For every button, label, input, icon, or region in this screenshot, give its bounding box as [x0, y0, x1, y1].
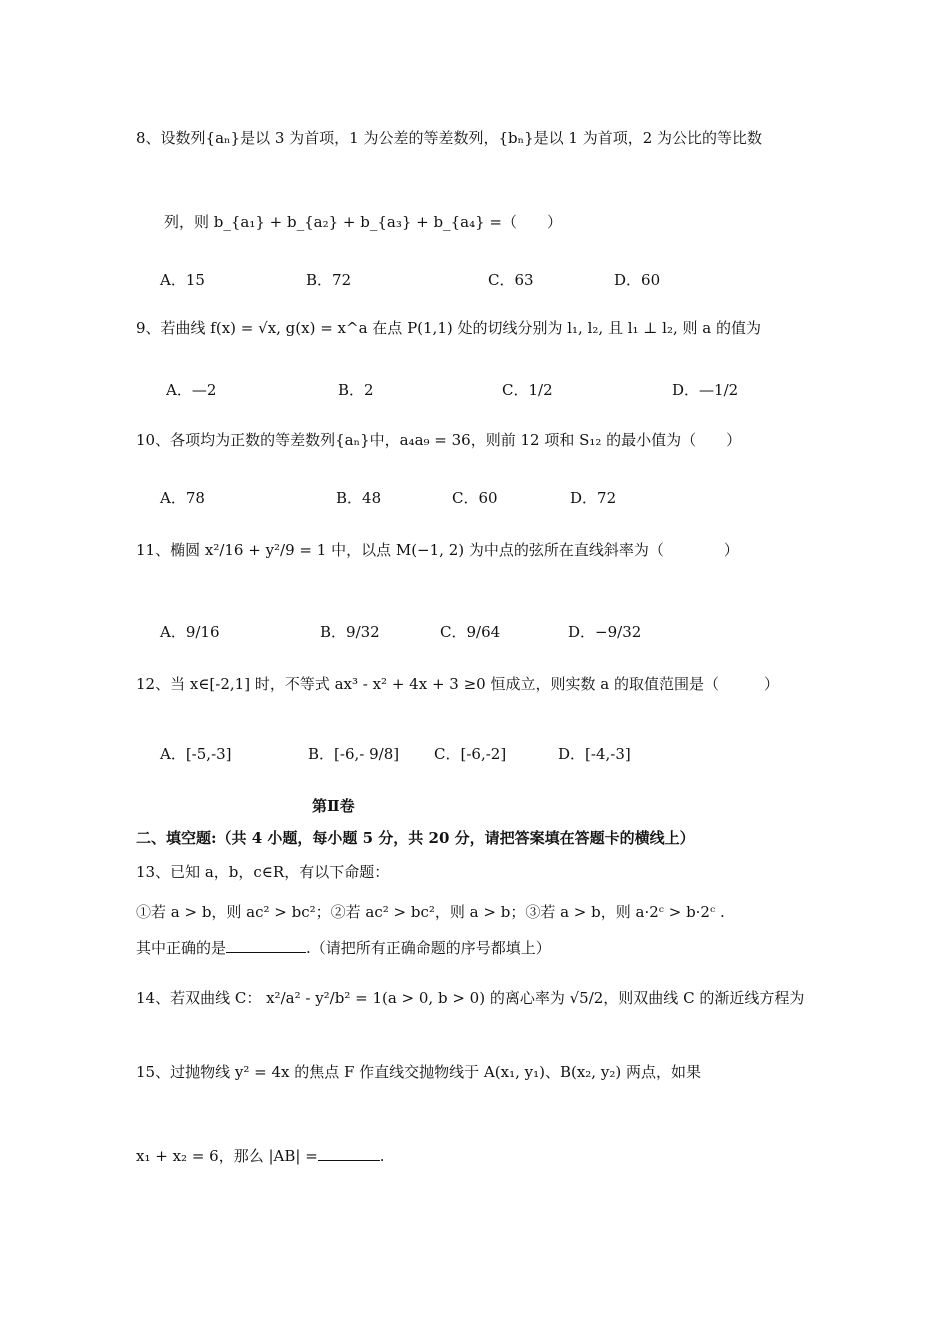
q9-option-b: B．2 [338, 381, 374, 399]
q8-option-a: A．15 [160, 271, 205, 289]
q11-option-a: A．9/16 [160, 623, 220, 641]
q14-stem: 14、若双曲线 C： x²/a² - y²/b² = 1(a > 0, b > 0) 的离心率为 √5/2，则双曲线 C 的渐近线方程为 [136, 989, 805, 1007]
q10-option-a: A．78 [160, 489, 205, 507]
q8-option-c: C．63 [488, 271, 534, 289]
q11-option-b: B．9/32 [320, 623, 380, 641]
q11-stem: 11、椭圆 x²/16 + y²/9 = 1 中，以点 M(−1, 2) 为中点的弦所在直线斜率为（ ） [136, 541, 739, 559]
q10-option-b: B．48 [336, 489, 382, 507]
q13-ask-prefix: 其中正确的是 [136, 939, 227, 957]
q12-option-c: C．[-6,-2] [434, 745, 507, 763]
q10-stem: 10、各项均为正数的等差数列{aₙ}中，a₄a₉ = 36，则前 12 项和 S₁₂ 的最小值为（ ） [136, 431, 742, 449]
q13-propositions: ①若 a > b，则 ac² > bc²；②若 ac² > bc²，则 a > b；③若 a > b，则 a·2ᶜ > b·2ᶜ . [136, 903, 725, 921]
q11-option-c: C．9/64 [440, 623, 501, 641]
q12-option-a: A．[-5,-3] [160, 745, 232, 763]
q8-option-d: D．60 [614, 271, 661, 289]
section-title: 第Ⅱ卷 [312, 797, 355, 815]
q15-stem-line2-prefix: x₁ + x₂ = 6，那么 |AB| = [136, 1147, 318, 1165]
q13-stem: 13、已知 a，b，c∈R，有以下命题： [136, 863, 390, 881]
q8-stem-line1: 8、设数列{aₙ}是以 3 为首项，1 为公差的等差数列，{bₙ}是以 1 为首项，2 为公比的等比数 [136, 129, 763, 147]
q9-stem: 9、若曲线 f(x) = √x, g(x) = x^a 在点 P(1,1) 处的切线分别为 l₁, l₂, 且 l₁ ⊥ l₂, 则 a 的值为 [136, 319, 761, 337]
q10-option-c: C．60 [452, 489, 498, 507]
q10-option-d: D．72 [570, 489, 617, 507]
q8-stem-line2: 列，则 b_{a₁} + b_{a₂} + b_{a₃} + b_{a₄} =（ ） [164, 213, 562, 231]
q8-option-b: B．72 [306, 271, 352, 289]
q9-option-d: D．—1/2 [672, 381, 739, 399]
q11-option-d: D．−9/32 [568, 623, 642, 641]
q12-option-b: B．[-6,- 9/8] [308, 745, 400, 763]
section-heading: 二、填空题:（共 4 小题，每小题 5 分，共 20 分，请把答案填在答题卡的横线上） [136, 829, 695, 847]
q15-stem-line2-suffix: . [379, 1147, 385, 1165]
q15-answer-blank[interactable] [318, 1150, 380, 1161]
q15-stem-line2 [136, 1146, 385, 1166]
q9-option-a: A．—2 [166, 381, 217, 399]
q15-stem-line1: 15、过抛物线 y² = 4x 的焦点 F 作直线交抛物线于 A(x₁, y₁)、B(x₂, y₂) 两点，如果 [136, 1063, 701, 1081]
q13-ask [136, 938, 551, 958]
q13-answer-blank[interactable] [226, 938, 306, 953]
q9-option-c: C．1/2 [502, 381, 553, 399]
q13-ask-suffix: .（请把所有正确命题的序号都填上） [306, 939, 551, 957]
q12-option-d: D．[-4,-3] [558, 745, 631, 763]
q12-stem: 12、当 x∈[-2,1] 时，不等式 ax³ - x² + 4x + 3 ≥0 恒成立，则实数 a 的取值范围是（ ） [136, 675, 779, 693]
